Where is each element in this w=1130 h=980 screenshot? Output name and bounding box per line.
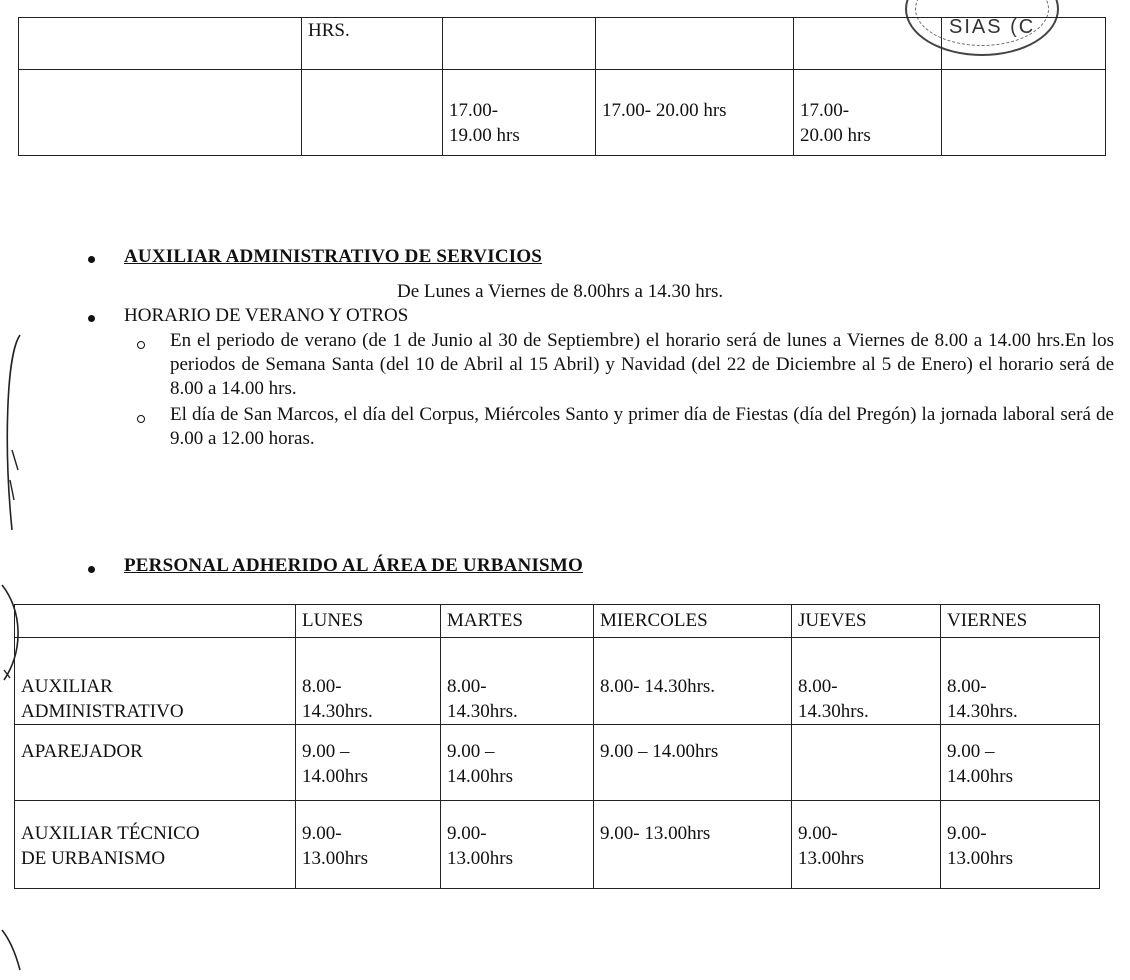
table-cell bbox=[942, 70, 1106, 156]
header-cell: VIERNES bbox=[941, 605, 1100, 638]
table-cell bbox=[942, 18, 1106, 70]
bullet-icon bbox=[88, 566, 95, 573]
table-row bbox=[19, 18, 1106, 70]
table-cell: 8.00- 14.30hrs. bbox=[441, 638, 594, 725]
top-schedule-table bbox=[18, 17, 1106, 156]
table-cell: 8.00- 14.30hrs. bbox=[296, 638, 441, 725]
table-cell bbox=[19, 18, 302, 70]
table-cell bbox=[443, 18, 596, 70]
header-cell: JUEVES bbox=[792, 605, 941, 638]
san-marcos-paragraph: El día de San Marcos, el día del Corpus, Miércoles Santo y primer día de Fiestas (día del Pregón) la jornada laboral será de 9.00 a 12.00 horas. bbox=[170, 404, 1114, 449]
margin-handwriting-mark bbox=[0, 330, 30, 980]
table-row bbox=[15, 638, 1100, 725]
table-cell: 8.00- 14.30hrs. bbox=[792, 638, 941, 725]
header-cell: LUNES bbox=[296, 605, 441, 638]
header-cell bbox=[15, 605, 296, 638]
table-header-row bbox=[15, 605, 1100, 638]
sub-bullet-icon bbox=[137, 341, 145, 349]
urbanismo-schedule-table bbox=[14, 604, 1100, 889]
header-cell: MIERCOLES bbox=[594, 605, 792, 638]
table-cell bbox=[19, 70, 302, 156]
section-heading-auxiliar-servicios: AUXILIAR ADMINISTRATIVO DE SERVICIOS bbox=[124, 246, 543, 267]
table-cell: 9.00- 13.00hrs bbox=[296, 801, 441, 889]
role-cell: AUXILIAR TÉCNICO DE URBANISMO bbox=[15, 801, 296, 889]
table-cell: HRS. bbox=[302, 18, 443, 70]
section-heading-horario-verano: HORARIO DE VERANO Y OTROS bbox=[124, 305, 409, 326]
table-cell: 9.00- 13.00hrs bbox=[792, 801, 941, 889]
table-cell: 9.00 – 14.00hrs bbox=[941, 725, 1100, 801]
table-cell: 17.00- 20.00 hrs bbox=[794, 70, 942, 156]
table-cell: 17.00- 19.00 hrs bbox=[443, 70, 596, 156]
table-cell: 17.00- 20.00 hrs bbox=[596, 70, 794, 156]
role-cell: AUXILIAR ADMINISTRATIVO bbox=[15, 638, 296, 725]
table-row bbox=[15, 725, 1100, 801]
verano-paragraph: En el periodo de verano (de 1 de Junio al 30 de Septiembre) el horario será de lunes a Viernes de 8.00 a 14.00 hrs.En los periodos de Semana Santa (del 10 de Abril al 15 Abril) y Navidad (del 22 de Diciembre al 5 de Enero) el horario será de 8.00 a 14.00 hrs. bbox=[170, 330, 1114, 399]
sub-bullet-icon bbox=[137, 415, 145, 423]
table-cell: 8.00- 14.30hrs. bbox=[594, 638, 792, 725]
stamp-text: SIAS (C bbox=[949, 16, 1036, 38]
table-cell: 9.00 – 14.00hrs bbox=[296, 725, 441, 801]
role-cell: APAREJADOR bbox=[15, 725, 296, 801]
bullet-icon bbox=[88, 315, 95, 322]
table-cell: 9.00- 13.00hrs bbox=[594, 801, 792, 889]
schedule-line: De Lunes a Viernes de 8.00hrs a 14.30 hrs. bbox=[397, 281, 724, 302]
table-cell bbox=[596, 18, 794, 70]
table-cell bbox=[792, 725, 941, 801]
table-cell bbox=[302, 70, 443, 156]
table-cell: 9.00- 13.00hrs bbox=[441, 801, 594, 889]
table-row bbox=[15, 801, 1100, 889]
bullet-icon bbox=[88, 256, 95, 263]
table-cell: 9.00 – 14.00hrs bbox=[594, 725, 792, 801]
table-row bbox=[19, 70, 1106, 156]
table-cell bbox=[794, 18, 942, 70]
table-cell: 9.00 – 14.00hrs bbox=[441, 725, 594, 801]
section-heading-urbanismo: PERSONAL ADHERIDO AL ÁREA DE URBANISMO bbox=[124, 555, 583, 576]
table-cell: 8.00- 14.30hrs. bbox=[941, 638, 1100, 725]
table-cell: 9.00- 13.00hrs bbox=[941, 801, 1100, 889]
header-cell: MARTES bbox=[441, 605, 594, 638]
